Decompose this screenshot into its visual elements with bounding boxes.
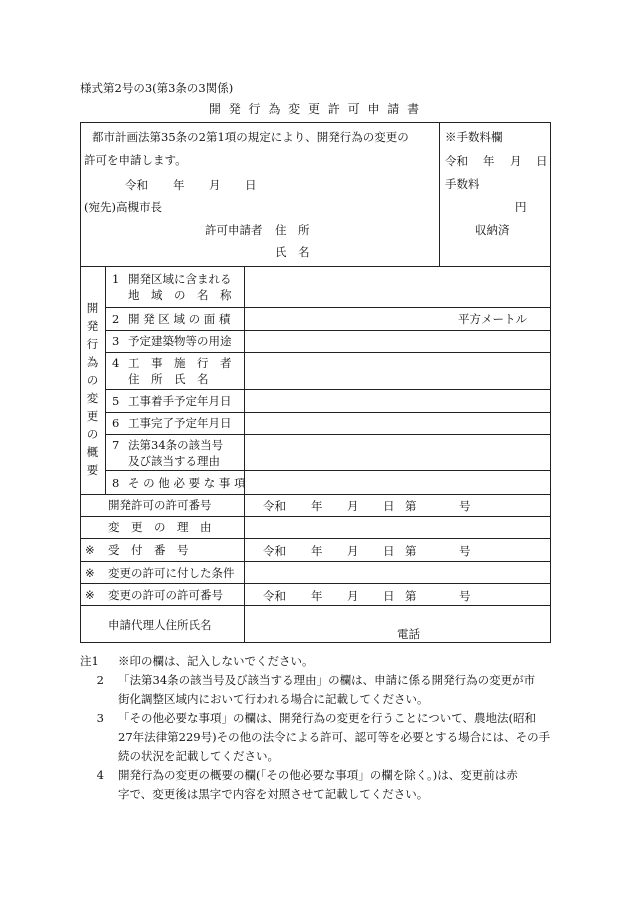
phone-label: 電話	[397, 627, 420, 641]
office-use-mark: ※	[85, 588, 95, 602]
month-label: 月	[347, 544, 359, 558]
divider	[80, 516, 551, 517]
note-item: 2 「法第34条の該当号及び該当する理由」の欄は、申請に係る開発行為の変更が市	[96, 673, 536, 687]
applicant-label: 許可申請者	[205, 223, 263, 237]
change-permit-number-date	[263, 588, 471, 604]
day-label: 日	[383, 499, 395, 513]
item-label: 工事完了予定年月日	[128, 416, 232, 430]
divider	[105, 266, 106, 494]
form-code: 様式第2号の3(第3条の3関係)	[80, 81, 234, 95]
year-label: 年	[173, 178, 185, 192]
overview-vertical-label: 開 発 行 為 の 変 更 の 概 要	[86, 301, 99, 477]
number-suffix: 号	[459, 544, 471, 558]
month-label: 月	[510, 154, 522, 168]
item-label: 工 事 施 行 者	[128, 356, 232, 370]
item-number: 3	[112, 334, 120, 348]
item-label: 予定建築物等の用途	[128, 334, 232, 348]
divider	[80, 605, 551, 606]
divider	[80, 266, 551, 267]
office-use-mark: ※	[85, 566, 95, 580]
day-label: 日	[383, 589, 395, 603]
item-number: 1	[112, 272, 120, 286]
item-label: 住 所 氏 名	[128, 372, 209, 386]
fee-title: ※手数料欄	[445, 130, 503, 144]
paid-label: 収納済	[475, 223, 510, 237]
item-number: 7	[112, 438, 120, 452]
divider	[105, 470, 551, 471]
divider	[105, 352, 551, 353]
receipt-number-date	[263, 543, 471, 559]
divider	[80, 538, 551, 539]
change-permit-number-label: 変更の許可の許可番号	[108, 588, 223, 602]
permit-number-label: 開発許可の許可番号	[108, 498, 212, 512]
item-label: 工事着手予定年月日	[128, 394, 232, 408]
item-label: 開発区域に含まれる	[128, 272, 232, 286]
note-item: 字で、変更後は黒字で内容を対照させて記載してください。	[118, 787, 429, 801]
divider	[105, 389, 551, 390]
change-reason-label: 変 更 の 理 由	[108, 520, 212, 534]
year-label: 年	[311, 589, 323, 603]
item-label: 地 域 の 名 称	[128, 288, 232, 302]
form-title: 開 発 行 為 変 更 許 可 申 請 書	[208, 102, 422, 116]
year-label: 年	[483, 154, 495, 168]
day-label: 日	[383, 544, 395, 558]
divider	[244, 266, 245, 643]
application-text-line2: 許可を申請します。	[84, 153, 187, 167]
note-item: 街化調整区域内において行われる場合に記載してください。	[118, 692, 429, 706]
divider	[105, 412, 551, 413]
item-label: そ の 他 必 要 な 事 項	[128, 476, 246, 490]
day-label: 日	[536, 154, 548, 168]
item-number: 6	[112, 416, 120, 430]
divider	[105, 434, 551, 435]
application-date	[125, 177, 257, 193]
addressee: (宛先)高槻市長	[84, 200, 162, 214]
item-number: 2	[112, 312, 120, 326]
item-number: 4	[112, 356, 120, 370]
item-label: 法第34条の該当号	[128, 438, 224, 452]
area-unit: 平方メートル	[458, 312, 527, 326]
era-label: 令和	[263, 589, 286, 603]
year-label: 年	[311, 544, 323, 558]
month-label: 月	[347, 499, 359, 513]
application-text-line1: 都市計画法第35条の2第1項の規定により、開発行為の変更の	[92, 130, 409, 144]
address-label: 住 所	[275, 223, 310, 237]
number-prefix: 第	[405, 544, 417, 558]
month-label: 月	[209, 178, 221, 192]
year-label: 年	[311, 499, 323, 513]
fee-date	[445, 153, 548, 169]
name-label: 氏 名	[275, 245, 310, 259]
permit-number-date	[263, 498, 471, 514]
fee-label: 手数料	[445, 177, 480, 191]
number-suffix: 号	[459, 499, 471, 513]
note-item: 27年法律第229号)その他の法令による許可、認可等を必要とする場合には、その手	[118, 730, 551, 744]
note-item: 続の状況を記載してください。	[118, 749, 279, 763]
era-label: 令和	[125, 178, 148, 192]
item-number: 5	[112, 394, 120, 408]
era-label: 令和	[445, 154, 468, 168]
item-label: 及び該当する理由	[128, 454, 220, 468]
number-prefix: 第	[405, 589, 417, 603]
divider	[439, 122, 440, 266]
receipt-number-label: 受 付 番 号	[108, 543, 189, 557]
item-label: 開 発 区 域 の 面 積	[128, 312, 231, 326]
note-item: 注1 ※印の欄は、記入しないでください。	[80, 654, 314, 668]
month-label: 月	[347, 589, 359, 603]
day-label: 日	[245, 178, 257, 192]
office-use-mark: ※	[85, 543, 95, 557]
number-suffix: 号	[459, 589, 471, 603]
divider	[105, 330, 551, 331]
permit-conditions-label: 変更の許可に付した条件	[108, 566, 235, 580]
item-number: 8	[112, 476, 120, 490]
notes	[80, 652, 560, 804]
agent-label: 申請代理人住所氏名	[108, 618, 212, 632]
divider	[80, 583, 551, 584]
divider	[105, 307, 551, 308]
note-item: 3 「その他必要な事項」の欄は、開発行為の変更を行うことについて、農地法(昭和	[96, 711, 537, 725]
era-label: 令和	[263, 544, 286, 558]
divider	[80, 494, 551, 495]
note-item: 4 開発行為の変更の概要の欄(「その他必要な事項」の欄を除く。)は、変更前は赤	[96, 768, 518, 782]
number-prefix: 第	[405, 499, 417, 513]
divider	[80, 561, 551, 562]
yen-label: 円	[515, 200, 527, 214]
era-label: 令和	[263, 499, 286, 513]
